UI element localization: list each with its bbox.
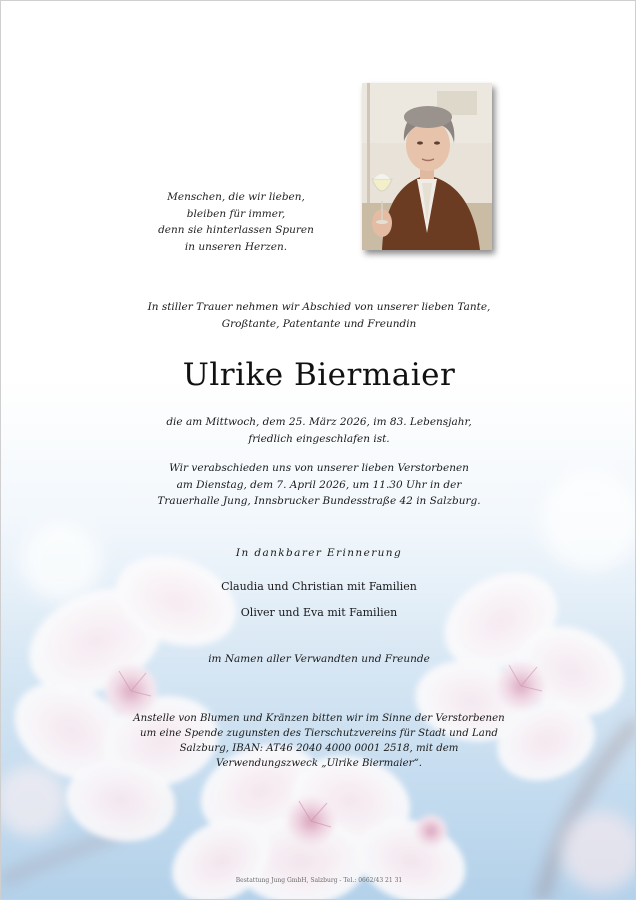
deceased-name: Ulrike Biermaier bbox=[182, 357, 456, 393]
donation-line: Anstelle von Blumen und Kränzen bitten wir im Sinne der Verstorbenen bbox=[133, 713, 505, 724]
death-notice-line: friedlich eingeschlafen ist. bbox=[248, 432, 390, 445]
service-line: Trauerhalle Jung, Innsbrucker Bundesstraße 42 in Salzburg. bbox=[157, 495, 481, 507]
portrait-photo bbox=[362, 83, 492, 250]
funeral-service-info bbox=[61, 460, 577, 510]
intro-line: Großtante, Patentante und Freundin bbox=[221, 318, 417, 330]
donation-line: Verwendungszweck „Ulrike Biermaier“. bbox=[216, 758, 422, 769]
mourner-line: Claudia und Christian mit Familien bbox=[221, 580, 417, 593]
quote-line: bleiben für immer, bbox=[186, 207, 286, 220]
quote-block bbox=[141, 189, 331, 255]
service-line: Wir verabschieden uns von unserer lieben Verstorbenen bbox=[169, 462, 469, 474]
memory-heading: In dankbarer Erinnerung bbox=[235, 547, 403, 559]
donation-line: Salzburg, IBAN: AT46 2040 4000 0001 2518, mit dem bbox=[179, 743, 459, 754]
intro-text bbox=[61, 299, 577, 333]
service-line: am Dienstag, dem 7. April 2026, um 11.30 Uhr in der bbox=[176, 478, 462, 491]
death-notice bbox=[61, 414, 577, 447]
donation-request bbox=[101, 711, 537, 771]
quote-line: Menschen, die wir lieben, bbox=[167, 191, 305, 203]
quote-line: denn sie hinterlassen Spuren bbox=[158, 224, 314, 236]
intro-line: In stiller Trauer nehmen wir Abschied von unserer lieben Tante, bbox=[147, 301, 491, 313]
quote-line: in unseren Herzen. bbox=[184, 240, 288, 253]
funeral-home-footer: Bestattung Jung GmbH, Salzburg - Tel.: 0662/43 21 31 bbox=[235, 877, 403, 884]
on-behalf-line: im Namen aller Verwandten und Freunde bbox=[208, 653, 430, 665]
death-notice-line: die am Mittwoch, dem 25. März 2026, im 83. Lebensjahr, bbox=[166, 416, 472, 428]
donation-line: um eine Spende zugunsten des Tierschutzvereins für Stadt und Land bbox=[140, 728, 498, 739]
mourner-line: Oliver und Eva mit Familien bbox=[240, 606, 398, 619]
